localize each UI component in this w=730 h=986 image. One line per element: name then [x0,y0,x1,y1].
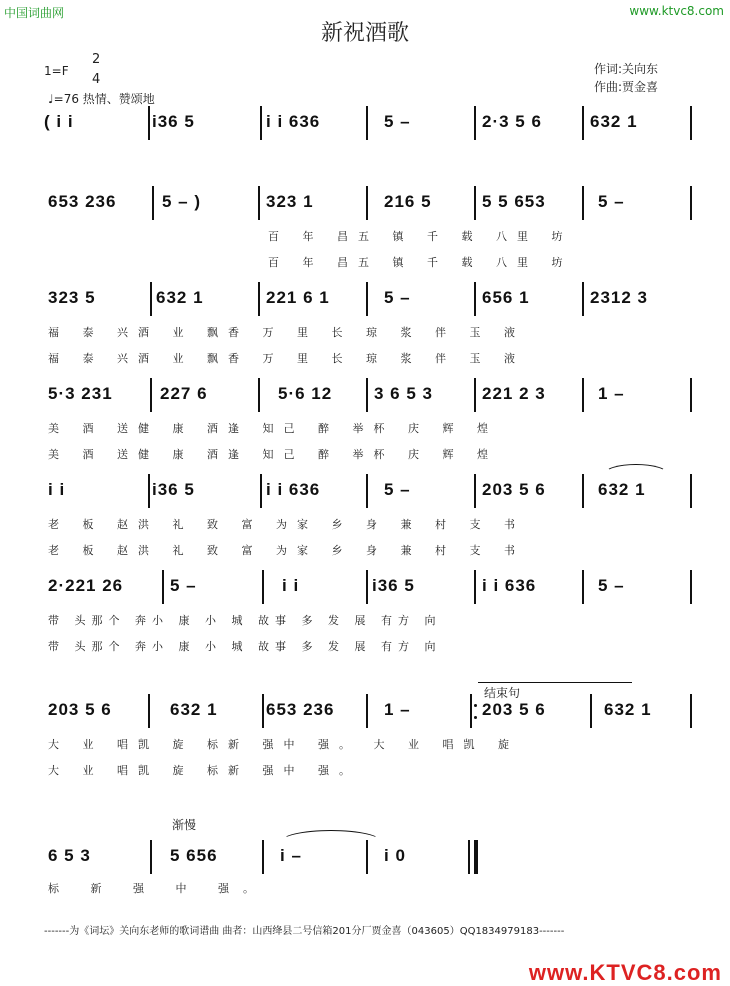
score-line [0,288,730,378]
score-line [0,480,730,570]
measure: 632 1 [590,112,638,131]
measure: 1 – [598,384,625,403]
barline [366,570,368,604]
measure: 2·221 26 [48,576,124,595]
barline [366,282,368,316]
barline [474,282,476,316]
site-url: www.ktvc8.com [629,4,724,18]
barline [474,570,476,604]
measure: 5·6 12 [278,384,333,403]
lyric-line: 老 板 赵洪 礼 致 富 为家 乡 身 兼 村 支 书 [48,518,525,531]
barline [150,378,152,412]
barline [690,378,692,412]
barline [260,106,262,140]
song-title: 新祝酒歌 [320,21,409,46]
repeat-dot [474,716,477,719]
barline [152,186,154,220]
measure: 5 – [170,576,197,595]
key-signature: 1=F [44,64,69,78]
barline [690,694,692,728]
measure: 5 656 [170,846,218,865]
ending-bracket [478,682,632,683]
barline [474,474,476,508]
barline [582,106,584,140]
score-line [0,576,730,666]
lyric-line: 带 头那个 奔小 康 小 城 故事 多 发 展 有方 向 [48,640,442,653]
measure: 632 1 [604,700,652,719]
tempo-marking: ♩=76 热情、赞颂地 [48,92,155,106]
barline [690,106,692,140]
score-line [0,384,730,474]
barline [150,840,152,874]
measure: 203 5 6 [482,480,546,499]
measure: 653 236 [266,700,335,719]
barline [470,694,472,728]
barline [260,474,262,508]
score-line [0,192,730,282]
measure: i i [282,576,300,595]
lyric-line: 美 酒 送健 康 酒逢 知己 醉 举杯 庆 辉 煌 [48,422,498,435]
measure: 323 5 [48,288,96,307]
barline [582,186,584,220]
barline [474,186,476,220]
measure: ( i i [44,112,74,131]
lyric-line: 福 泰 兴酒 业 飘香 万 里 长 琼 浆 伴 玉 液 [48,352,525,365]
lyric-line: 百 年 昌五 镇 千 载 八里 坊 [268,256,573,269]
lyric-line: 标 新 强 中 强。 [48,882,268,895]
lyric-line: 百 年 昌五 镇 千 载 八里 坊 [268,230,573,243]
barline [258,186,260,220]
repeat-dot [474,704,477,707]
slur [604,464,668,484]
barline [366,186,368,220]
barline [148,694,150,728]
barline [366,474,368,508]
measure: 632 1 [598,480,646,499]
barline [366,106,368,140]
barline [582,570,584,604]
score-line [0,700,730,790]
lyric-line: 带 头那个 奔小 康 小 城 故事 多 发 展 有方 向 [48,614,442,627]
measure: 653 236 [48,192,117,211]
measure: 221 6 1 [266,288,330,307]
barline [262,694,264,728]
measure: 5 5 653 [482,192,546,211]
time-signature-top: 2 [92,52,101,67]
measure: 2·3 5 6 [482,112,542,131]
lyric-line: 大 业 唱凯 旋 标新 强中 强。 [48,764,360,777]
measure: 323 1 [266,192,314,211]
ritardando-label: 渐慢 [172,818,197,832]
measure: 5 – [598,192,625,211]
measure: 656 1 [482,288,530,307]
barline [474,106,476,140]
measure: 5 – [384,288,411,307]
measure: 632 1 [156,288,204,307]
barline [148,474,150,508]
measure: i i 636 [482,576,537,595]
barline [690,474,692,508]
footer-credit: -------为《词坛》关向东老师的歌词谱曲 曲者：山西绛县二号信箱201分厂贾金喜（043605）QQ1834979183------- [44,926,565,937]
barline [582,378,584,412]
barline [366,694,368,728]
barline [162,570,164,604]
measure: 203 5 6 [482,700,546,719]
measure: i i [48,480,66,499]
measure: i 0 [384,846,406,865]
barline [582,474,584,508]
final-barline-thick [474,840,478,874]
score-line [0,112,730,172]
barline [474,378,476,412]
lyric-line: 福 泰 兴酒 业 飘香 万 里 长 琼 浆 伴 玉 液 [48,326,525,339]
lyric-line: 美 酒 送健 康 酒逢 知己 醉 举杯 庆 辉 煌 [48,448,498,461]
barline [366,840,368,874]
barline [590,694,592,728]
time-signature-bottom: 4 [92,72,101,87]
measure: i i 636 [266,480,321,499]
measure: 2312 3 [590,288,648,307]
final-barline-thin [468,840,470,874]
measure: 632 1 [170,700,218,719]
measure: 227 6 [160,384,208,403]
measure: i i 636 [266,112,321,131]
barline [690,186,692,220]
barline [150,282,152,316]
barline [262,840,264,874]
measure: 203 5 6 [48,700,112,719]
measure: 5 – [384,112,411,131]
ending-label: 结束句 [484,686,521,700]
site-logo[interactable]: www.KTVC8.com [528,960,722,985]
measure: 216 5 [384,192,432,211]
measure: i36 5 [152,112,195,131]
barline [690,570,692,604]
lyric-line: 大 业 唱凯 旋 标新 强中 强。 大 业 唱凯 旋 [48,738,519,751]
barline [258,378,260,412]
measure: 6 5 3 [48,846,91,865]
measure: 3 6 5 3 [374,384,433,403]
measure: 5 – [384,480,411,499]
measure: 5 – [598,576,625,595]
barline [262,570,264,604]
barline [258,282,260,316]
measure: i36 5 [152,480,195,499]
lyricist: 作词:关向东 [594,62,659,76]
barline [148,106,150,140]
measure: 5·3 231 [48,384,113,403]
barline [366,378,368,412]
score-line [0,846,730,906]
measure: 1 – [384,700,411,719]
measure: 5 – ) [162,192,202,211]
lyric-line: 老 板 赵洪 礼 致 富 为家 乡 身 兼 村 支 书 [48,544,525,557]
composer: 作曲:贾金喜 [594,80,659,94]
measure: 221 2 3 [482,384,546,403]
measure: i – [280,846,302,865]
site-name: 中国词曲网 [4,6,65,20]
measure: i36 5 [372,576,415,595]
barline [582,282,584,316]
